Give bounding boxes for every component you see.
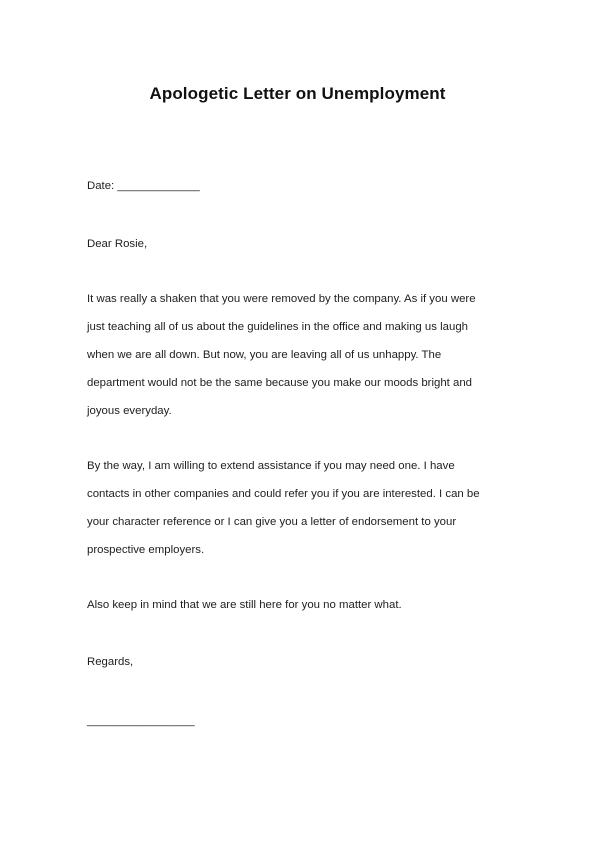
paragraph-3: Also keep in mind that we are still here for you no matter what. xyxy=(87,599,402,611)
date-line: Date: _____________ xyxy=(87,180,200,192)
paragraph-line: joyous everyday. xyxy=(87,405,172,417)
paragraph-line: It was really a shaken that you were removed by the company. As if you were xyxy=(87,293,476,305)
paragraph-line: contacts in other companies and could refer you if you are interested. I can be xyxy=(87,488,480,500)
paragraph-line: just teaching all of us about the guidelines in the office and making us laugh xyxy=(87,321,469,333)
paragraph-line: your character reference or I can give you a letter of endorsement to your xyxy=(87,516,457,528)
closing: Regards, xyxy=(87,656,134,668)
greeting: Dear Rosie, xyxy=(87,238,148,250)
paragraph-line: prospective employers. xyxy=(87,544,205,556)
paragraph-line: when we are all down. But now, you are leaving all of us unhappy. The xyxy=(87,349,442,361)
signature-line: _________________ xyxy=(87,715,195,727)
paragraph-line: By the way, I am willing to extend assistance if you may need one. I have xyxy=(87,460,455,472)
paragraph-line: department would not be the same because you make our moods bright and xyxy=(87,377,472,389)
letter-title: Apologetic Letter on Unemployment xyxy=(149,84,446,103)
